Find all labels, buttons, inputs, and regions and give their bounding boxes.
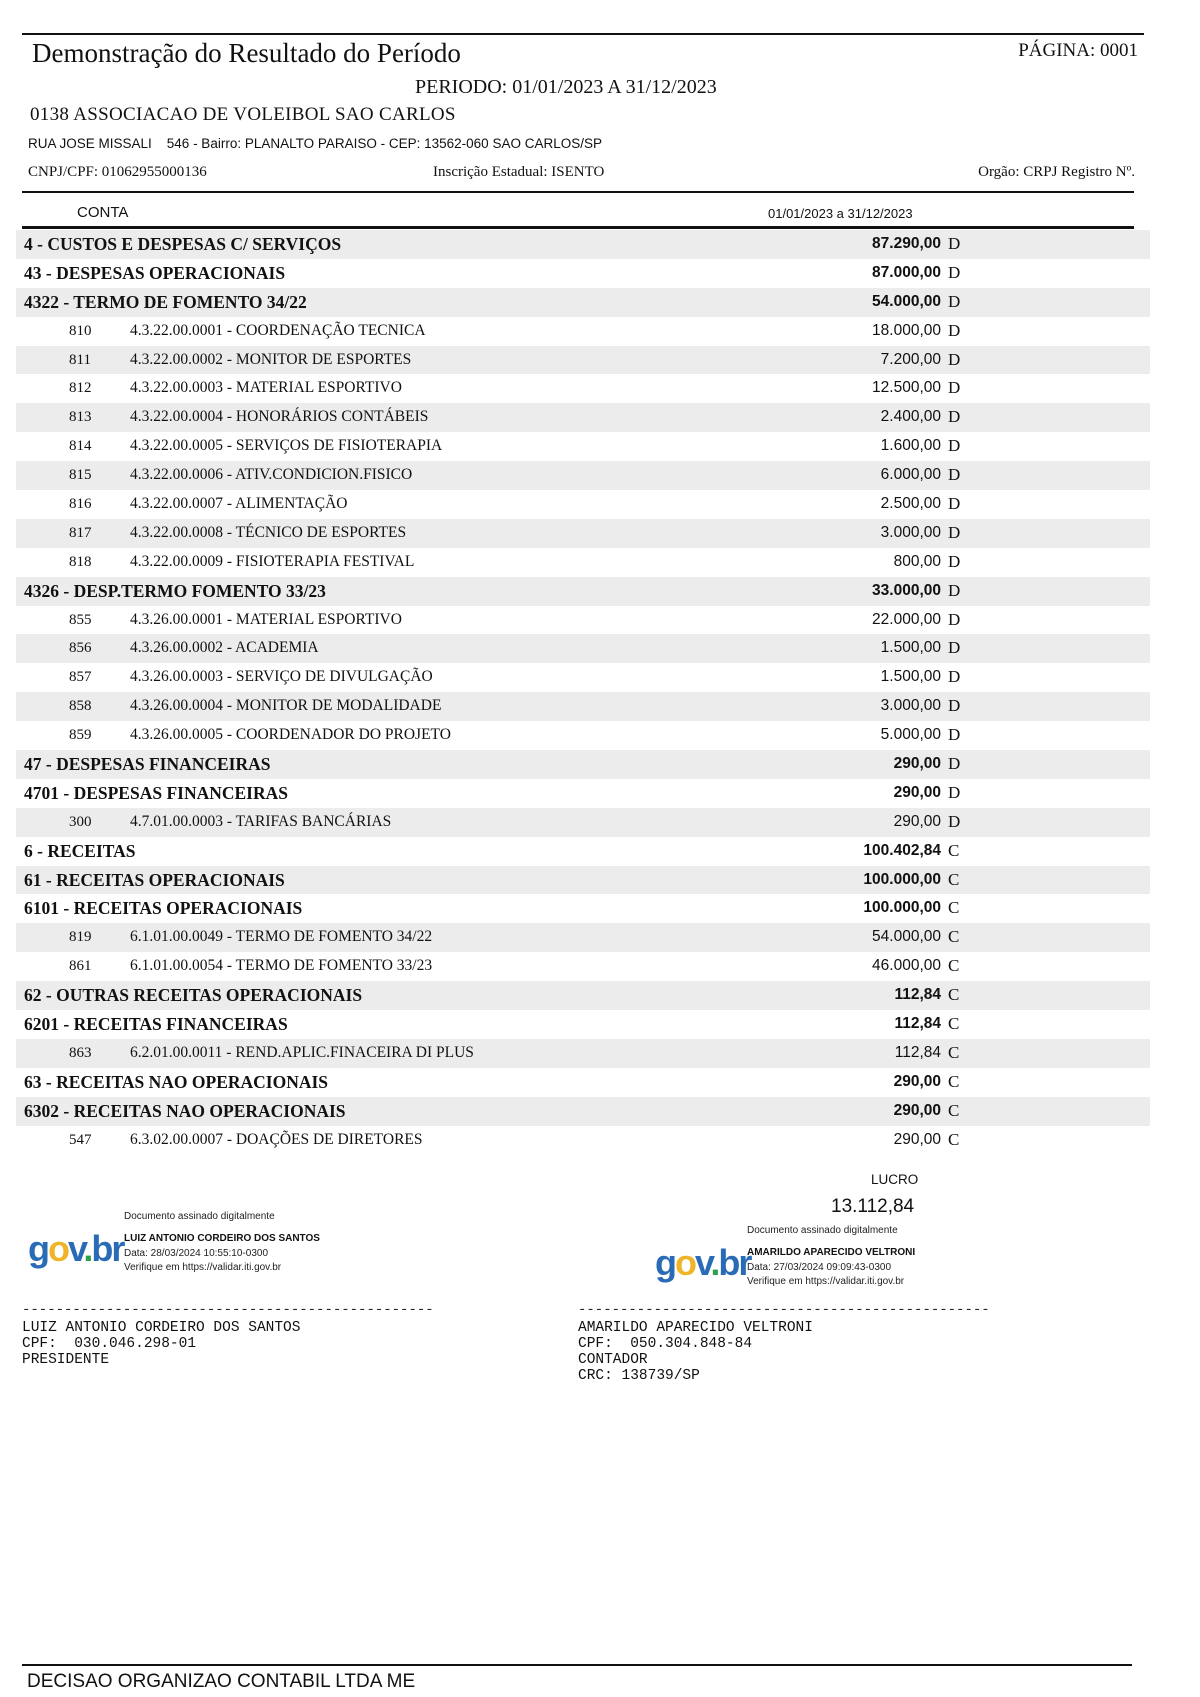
- account-value: 33.000,00: [872, 581, 941, 599]
- account-name: 4 - CUSTOS E DESPESAS C/ SERVIÇOS: [24, 234, 342, 254]
- account-name: 6 - RECEITAS: [24, 840, 136, 861]
- debit-credit-indicator: C: [948, 869, 960, 889]
- account-name: 63 - RECEITAS NAO OPERACIONAIS: [24, 1071, 329, 1092]
- account-name: 4.3.26.00.0003 - SERVIÇO DE DIVULGAÇÃO: [130, 668, 433, 686]
- account-name: 4.3.22.00.0004 - HONORÁRIOS CONTÁBEIS: [130, 408, 429, 426]
- debit-credit-indicator: D: [948, 609, 961, 629]
- account-detail-row: [16, 519, 1150, 548]
- account-code: 863: [69, 1044, 92, 1061]
- account-name: 4.3.22.00.0008 - TÉCNICO DE ESPORTES: [130, 523, 407, 541]
- debit-credit-indicator: D: [948, 407, 961, 427]
- account-value: 87.290,00: [872, 235, 941, 252]
- debit-credit-indicator: D: [948, 291, 961, 311]
- registry-organ: Orgão: CRPJ Registro Nº.: [978, 164, 1135, 180]
- account-value: 112,84: [894, 1015, 941, 1033]
- account-code: 858: [69, 698, 92, 715]
- account-detail-row: [16, 432, 1150, 461]
- account-name: 4.3.26.00.0005 - COORDENADOR DO PROJETO: [130, 726, 451, 744]
- account-detail-row: [16, 808, 1150, 837]
- profit-value: 13.112,84: [831, 1196, 915, 1217]
- digital-signature-right: [655, 1224, 975, 1294]
- account-group-row: [16, 1010, 1150, 1039]
- debit-credit-indicator: C: [948, 985, 960, 1005]
- debit-credit-indicator: D: [948, 436, 961, 456]
- account-value: 6.000,00: [880, 466, 941, 484]
- account-name: 4701 - DESPESAS FINANCEIRAS: [24, 782, 289, 803]
- account-detail-row: [16, 721, 1150, 750]
- account-value: 100.402,84: [863, 841, 941, 859]
- account-value: 290,00: [893, 755, 941, 773]
- debit-credit-indicator: D: [948, 638, 961, 658]
- account-group-row: [16, 837, 1150, 866]
- cnpj: CNPJ/CPF: 01062955000136: [28, 164, 207, 180]
- debit-credit-indicator: D: [948, 465, 961, 485]
- signer-name-left: LUIZ ANTONIO CORDEIRO DOS SANTOS: [22, 1320, 301, 1336]
- account-value: 5.000,00: [880, 726, 941, 744]
- account-value: 3.000,00: [880, 697, 941, 715]
- account-name: 4.3.22.00.0003 - MATERIAL ESPORTIVO: [130, 379, 402, 397]
- account-name: 43 - DESPESAS OPERACIONAIS: [24, 262, 286, 283]
- table-header-rule: [22, 226, 1134, 229]
- account-name: 4.3.22.00.0009 - FISIOTERAPIA FESTIVAL: [130, 552, 415, 570]
- signer-block-right: [578, 1320, 813, 1384]
- account-value: 290,00: [893, 1130, 941, 1148]
- account-value: 1.600,00: [880, 437, 941, 455]
- debit-credit-indicator: C: [948, 956, 960, 976]
- debit-credit-indicator: D: [948, 782, 961, 802]
- entity-name: 0138 ASSOCIACAO DE VOLEIBOL SAO CARLOS: [30, 104, 456, 125]
- account-name: 61 - RECEITAS OPERACIONAIS: [24, 869, 285, 890]
- account-group-row: [16, 1097, 1150, 1126]
- account-code: 861: [69, 958, 92, 975]
- account-detail-row: [16, 346, 1150, 375]
- account-name: 4.3.22.00.0005 - SERVIÇOS DE FISIOTERAPIA: [130, 437, 443, 455]
- account-detail-row: [16, 952, 1150, 981]
- debit-credit-indicator: C: [948, 1014, 960, 1034]
- signer-role-left: PRESIDENTE: [22, 1352, 110, 1368]
- account-group-row: [16, 288, 1150, 317]
- debit-credit-indicator: C: [948, 840, 960, 860]
- column-header-period: 01/01/2023 a 31/12/2023: [768, 206, 913, 221]
- account-group-row: [16, 981, 1150, 1010]
- account-name: 4.3.22.00.0006 - ATIV.CONDICION.FISICO: [130, 466, 413, 484]
- account-code: 811: [69, 351, 91, 368]
- account-detail-row: [16, 692, 1150, 721]
- account-name: 4.3.26.00.0002 - ACADEMIA: [130, 639, 319, 657]
- account-value: 7.200,00: [880, 350, 941, 368]
- footer-company: DECISAO ORGANIZAO CONTABIL LTDA ME: [27, 1671, 416, 1692]
- account-detail-row: [16, 634, 1150, 663]
- account-detail-row: [16, 606, 1150, 635]
- signer-block-left: [22, 1320, 300, 1368]
- account-detail-row: [16, 923, 1150, 952]
- debit-credit-indicator: D: [948, 234, 961, 253]
- account-detail-row: [16, 1126, 1150, 1155]
- account-value: 100.000,00: [863, 899, 941, 917]
- account-code: 817: [69, 524, 92, 541]
- account-code: 859: [69, 727, 92, 744]
- account-value: 22.000,00: [872, 610, 941, 628]
- signed-digitally-label: Documento assinado digitalmente: [124, 1211, 275, 1222]
- debit-credit-indicator: D: [948, 580, 961, 600]
- debit-credit-indicator: D: [948, 811, 961, 831]
- digital-signature-left: [28, 1210, 348, 1280]
- state-registration: Inscrição Estadual: ISENTO: [433, 164, 605, 180]
- account-value: 290,00: [893, 1101, 941, 1119]
- account-group-row: [16, 866, 1150, 895]
- account-name: 6.2.01.00.0011 - REND.APLIC.FINACEIRA DI PLUS: [130, 1043, 474, 1061]
- account-value: 290,00: [893, 812, 941, 830]
- debit-credit-indicator: D: [948, 754, 961, 774]
- account-value: 290,00: [893, 1072, 941, 1090]
- account-name: 4322 - TERMO DE FOMENTO 34/22: [24, 291, 307, 312]
- account-code: 857: [69, 669, 92, 686]
- account-detail-row: [16, 490, 1150, 519]
- account-detail-row: [16, 663, 1150, 692]
- debit-credit-indicator: D: [948, 494, 961, 514]
- account-name: 6.1.01.00.0054 - TERMO DE FOMENTO 33/23: [130, 957, 433, 975]
- account-group-row: [16, 779, 1150, 808]
- govbr-logo: gov.br: [28, 1228, 124, 1269]
- account-name: 6101 - RECEITAS OPERACIONAIS: [24, 898, 303, 919]
- signature-date: Data: 28/03/2024 10:55:10-0300: [124, 1248, 269, 1259]
- verify-url: Verifique em https://validar.iti.gov.br: [747, 1276, 905, 1287]
- account-name: 4.3.26.00.0001 - MATERIAL ESPORTIVO: [130, 610, 402, 628]
- address: RUA JOSE MISSALI 546 - Bairro: PLANALTO PARAISO - CEP: 13562-060 SAO CARLOS/SP: [28, 136, 602, 151]
- account-group-row: [16, 259, 1150, 288]
- account-value: 3.000,00: [880, 523, 941, 541]
- signer-cpf-left: CPF: 030.046.298-01: [22, 1336, 197, 1352]
- debit-credit-indicator: C: [948, 927, 960, 947]
- debit-credit-indicator: D: [948, 551, 961, 571]
- verify-url: Verifique em https://validar.iti.gov.br: [124, 1262, 282, 1273]
- account-name: 6.3.02.00.0007 - DOAÇÕES DE DIRETORES: [130, 1130, 423, 1148]
- account-name: 4.3.22.00.0002 - MONITOR DE ESPORTES: [130, 350, 412, 368]
- account-name: 4.3.22.00.0007 - ALIMENTAÇÃO: [130, 495, 348, 513]
- account-group-row: [16, 577, 1150, 606]
- account-value: 2.400,00: [880, 408, 941, 426]
- account-detail-row: [16, 374, 1150, 403]
- signer-role-right: CONTADOR: [578, 1352, 648, 1368]
- account-name: 6.1.01.00.0049 - TERMO DE FOMENTO 34/22: [130, 928, 433, 946]
- account-name: 4.3.26.00.0004 - MONITOR DE MODALIDADE: [130, 697, 442, 715]
- account-detail-row: [16, 403, 1150, 432]
- signed-digitally-label: Documento assinado digitalmente: [747, 1225, 898, 1236]
- account-code: 813: [69, 409, 92, 426]
- account-name: 6302 - RECEITAS NAO OPERACIONAIS: [24, 1100, 346, 1121]
- account-group-row: [16, 750, 1150, 779]
- account-name: 4.3.22.00.0001 - COORDENAÇÃO TECNICA: [130, 321, 426, 339]
- account-name: 4326 - DESP.TERMO FOMENTO 33/23: [24, 580, 326, 601]
- account-code: 814: [69, 438, 92, 455]
- signature-line-left: -------------------------------------------------: [22, 1302, 434, 1318]
- top-rule: [22, 33, 1144, 35]
- account-code: 855: [69, 611, 92, 628]
- account-value: 800,00: [893, 552, 941, 570]
- govbr-logo: gov.br: [655, 1242, 751, 1283]
- account-name: 47 - DESPESAS FINANCEIRAS: [24, 754, 271, 775]
- account-group-row: [16, 230, 1150, 259]
- signature-date: Data: 27/03/2024 09:09:43-0300: [747, 1262, 892, 1273]
- signer-crc-right: CRC: 138739/SP: [578, 1368, 700, 1384]
- account-value: 1.500,00: [880, 639, 941, 657]
- account-detail-row: [16, 461, 1150, 490]
- debit-credit-indicator: D: [948, 725, 961, 745]
- account-detail-row: [16, 1039, 1150, 1068]
- account-group-row: [16, 894, 1150, 923]
- account-value: 54.000,00: [872, 928, 941, 946]
- account-name: 4.7.01.00.0003 - TARIFAS BANCÁRIAS: [130, 812, 392, 830]
- account-value: 54.000,00: [872, 292, 941, 310]
- account-code: 812: [69, 380, 92, 397]
- account-value: 112,84: [894, 1043, 941, 1061]
- signer-name: LUIZ ANTONIO CORDEIRO DOS SANTOS: [124, 1233, 320, 1244]
- debit-credit-indicator: D: [948, 696, 961, 716]
- debit-credit-indicator: C: [948, 898, 960, 918]
- account-value: 100.000,00: [863, 870, 941, 888]
- debit-credit-indicator: D: [948, 262, 961, 282]
- account-detail-row: [16, 548, 1150, 577]
- account-value: 18.000,00: [872, 321, 941, 339]
- debit-credit-indicator: C: [948, 1042, 960, 1062]
- account-value: 112,84: [894, 986, 941, 1004]
- debit-credit-indicator: D: [948, 320, 961, 340]
- account-code: 815: [69, 467, 92, 484]
- account-code: 300: [69, 813, 92, 830]
- page-number: PÁGINA: 0001: [1018, 40, 1138, 61]
- account-code: 819: [69, 929, 92, 946]
- debit-credit-indicator: C: [948, 1071, 960, 1091]
- period: PERIODO: 01/01/2023 A 31/12/2023: [415, 76, 717, 98]
- account-table: [16, 230, 1150, 1155]
- signer-name-right: AMARILDO APARECIDO VELTRONI: [578, 1320, 813, 1336]
- debit-credit-indicator: C: [948, 1100, 960, 1120]
- account-name: 6201 - RECEITAS FINANCEIRAS: [24, 1014, 288, 1035]
- column-header-conta: CONTA: [77, 204, 129, 221]
- account-value: 2.500,00: [880, 495, 941, 513]
- table-top-rule: [22, 191, 1134, 193]
- signer-cpf-right: CPF: 050.304.848-84: [578, 1336, 753, 1352]
- account-group-row: [16, 1068, 1150, 1097]
- account-value: 46.000,00: [872, 957, 941, 975]
- debit-credit-indicator: D: [948, 522, 961, 542]
- account-detail-row: [16, 317, 1150, 346]
- footer-rule: [22, 1664, 1132, 1666]
- debit-credit-indicator: C: [948, 1129, 960, 1149]
- debit-credit-indicator: D: [948, 349, 961, 369]
- account-code: 818: [69, 553, 92, 570]
- account-code: 547: [69, 1131, 92, 1148]
- page-title: Demonstração do Resultado do Período: [32, 38, 461, 68]
- account-code: 856: [69, 640, 92, 657]
- account-value: 12.500,00: [872, 379, 941, 397]
- debit-credit-indicator: D: [948, 667, 961, 687]
- account-value: 87.000,00: [872, 263, 941, 281]
- account-code: 816: [69, 496, 92, 513]
- account-code: 810: [69, 322, 92, 339]
- account-name: 62 - OUTRAS RECEITAS OPERACIONAIS: [24, 985, 363, 1006]
- signer-name: AMARILDO APARECIDO VELTRONI: [747, 1247, 916, 1258]
- account-value: 290,00: [893, 783, 941, 801]
- signature-line-right: -------------------------------------------------: [578, 1302, 990, 1318]
- account-value: 1.500,00: [880, 668, 941, 686]
- profit-label: LUCRO: [871, 1172, 919, 1187]
- debit-credit-indicator: D: [948, 378, 961, 398]
